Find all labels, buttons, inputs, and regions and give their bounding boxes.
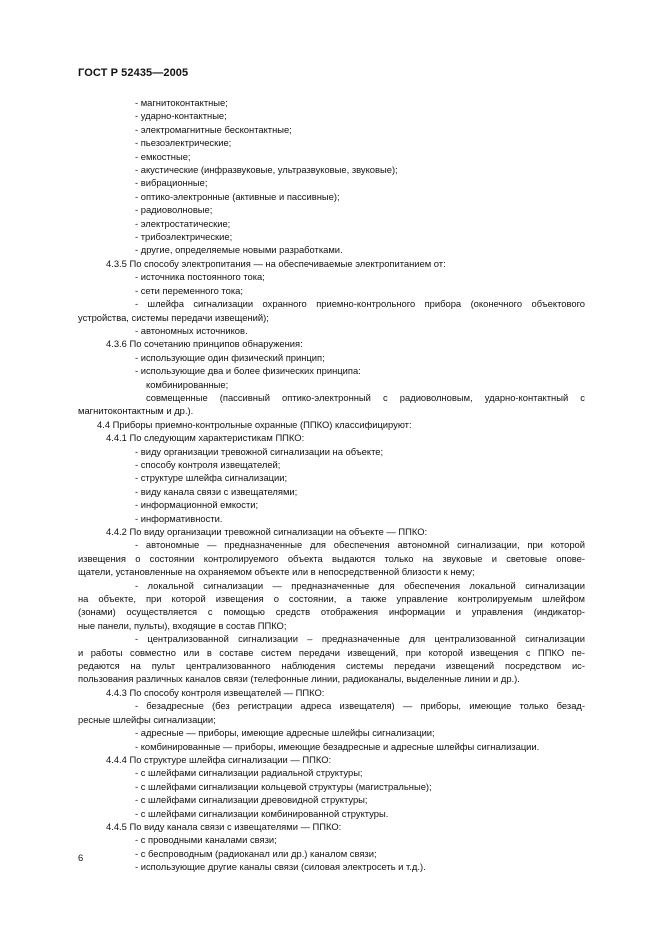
text-line: - пьезоэлектрические;: [135, 137, 232, 149]
text-line: - магнитоконтактные;: [135, 97, 228, 108]
text-line: пользования различных каналов связи (телефонные линии, радиоканалы, выделенные линии и др.).: [78, 673, 520, 685]
text-line: редаются на пульт централизованного наблюдения системы передачи извещений посредством ис-: [78, 660, 585, 672]
text-line: - с шлейфами сигнализации древовидной структуры;: [135, 794, 368, 806]
text-line: - использующие один физический принцип;: [135, 351, 325, 363]
text-line: 4.4.5 По виду канала связи с извещателями — ППКО:: [106, 820, 342, 832]
text-line: - виду организации тревожной сигнализации на объекте;: [135, 445, 384, 457]
text-line: - вибрационные;: [135, 177, 208, 189]
text-line: 4.3.6 По сочетанию принципов обнаружения:: [106, 338, 303, 350]
text-line: - автономных источников.: [135, 324, 248, 336]
text-line: - шлейфа сигнализации охранного приемно-контрольного прибора (оконечного объектового: [135, 298, 585, 310]
text-line: - информативности.: [135, 512, 223, 524]
text-line: - с шлейфами сигнализации радиальной структуры;: [135, 767, 363, 779]
document-header: ГОСТ Р 52435—2005: [78, 67, 189, 79]
text-line: - информационной емкости;: [135, 499, 259, 511]
text-line: и работы совместно или в составе систем передачи извещений, при которой извещения с ППКО пе-: [78, 646, 585, 658]
text-line: комбинированные;: [146, 378, 229, 390]
text-line: - другие, определяемые новыми разработками.: [135, 244, 343, 256]
text-line: - использующие два и более физических принципа:: [135, 365, 361, 377]
text-line: - структуре шлейфа сигнализации;: [135, 472, 288, 484]
text-line: - безадресные (без регистрации адреса извещателя) — приборы, имеющие только безад-: [135, 700, 585, 712]
text-line: ные панели, пульты), входящие в состав ППКО;: [78, 619, 287, 631]
text-line: - с проводными каналами связи;: [135, 834, 277, 846]
text-line: устройства, системы передачи извещений);: [78, 311, 269, 323]
text-line: - радиоволновые;: [135, 204, 213, 216]
text-line: магнитоконтактным и др.).: [78, 405, 194, 417]
text-line: 4.4.1 По следующим характеристикам ППКО:: [106, 432, 305, 444]
text-line: - комбинированные — приборы, имеющие безадресные и адресные шлейфы сигнализации.: [135, 740, 540, 752]
text-line: - сети переменного тока;: [135, 284, 243, 296]
text-line: - способу контроля извещателей;: [135, 458, 281, 470]
document-body: [78, 96, 585, 874]
text-line: - с шлейфами сигнализации комбинированной структуры.: [135, 807, 389, 819]
text-line: - ударно-контактные;: [135, 110, 227, 122]
text-line: - автономные — предназначенные для обеспечения автономной сигнализации, при которой: [135, 539, 585, 551]
text-line: - виду канала связи с извещателями;: [135, 485, 298, 497]
text-line: - оптико-электронные (активные и пассивные);: [135, 190, 340, 202]
text-line: (зонами) осуществляется с помощью средств отображения информации и управления (индикатор-: [78, 606, 585, 618]
text-line: - адресные — приборы, имеющие адресные шлейфы сигнализации;: [135, 727, 435, 739]
text-line: - емкостные;: [135, 150, 191, 162]
text-line: - электростатические;: [135, 217, 231, 229]
text-line: щатели, установленные на охраняемом объекте или в непосредственной близости к нему;: [78, 566, 475, 578]
text-line: - локальной сигнализации — предназначенные для обеспечения локальной сигнализации: [135, 579, 585, 591]
text-line: совмещенные (пассивный оптико-электронный с радиоволновым, ударно-контактный с: [146, 391, 585, 403]
text-line: - использующие другие каналы связи (силовая электросеть и т.д.).: [135, 861, 426, 873]
text-line: - с шлейфами сигнализации кольцевой структуры (магистральные);: [135, 780, 432, 792]
text-line: 4.4.3 По способу контроля извещателей — ППКО:: [106, 686, 325, 698]
text-line: - с беспроводным (радиоканал или др.) каналом связи;: [135, 847, 377, 859]
text-line: ресные шлейфы сигнализации;: [78, 713, 216, 725]
text-line: 4.4.2 По виду организации тревожной сигнализации на объекте — ППКО:: [106, 526, 428, 537]
text-line: на объекте, при которой извещения о состоянии, а также управление контролируемым шлейфом: [78, 593, 585, 605]
text-line: 4.4 Приборы приемно-контрольные охранные (ППКО) классифицируют:: [97, 418, 412, 430]
page-number: 6: [78, 852, 84, 863]
text-line: извещения о состоянии контролируемого объекта выдаются только на звуковые и световые опове-: [78, 552, 585, 564]
text-line: 4.3.5 По способу электропитания — на обеспечиваемые электропитанием от:: [106, 257, 446, 269]
text-line: - централизованной сигнализации – предназначенные для централизованной сигнализации: [135, 633, 585, 645]
text-line: - акустические (инфразвуковые, ультразвуковые, звуковые);: [135, 164, 398, 176]
text-line: - источника постоянного тока;: [135, 271, 265, 283]
text-line: - трибоэлектрические;: [135, 231, 233, 243]
text-line: - электромагнитные бесконтактные;: [135, 123, 292, 135]
text-line: 4.4.4 По структуре шлейфа сигнализации — ППКО:: [106, 753, 332, 765]
